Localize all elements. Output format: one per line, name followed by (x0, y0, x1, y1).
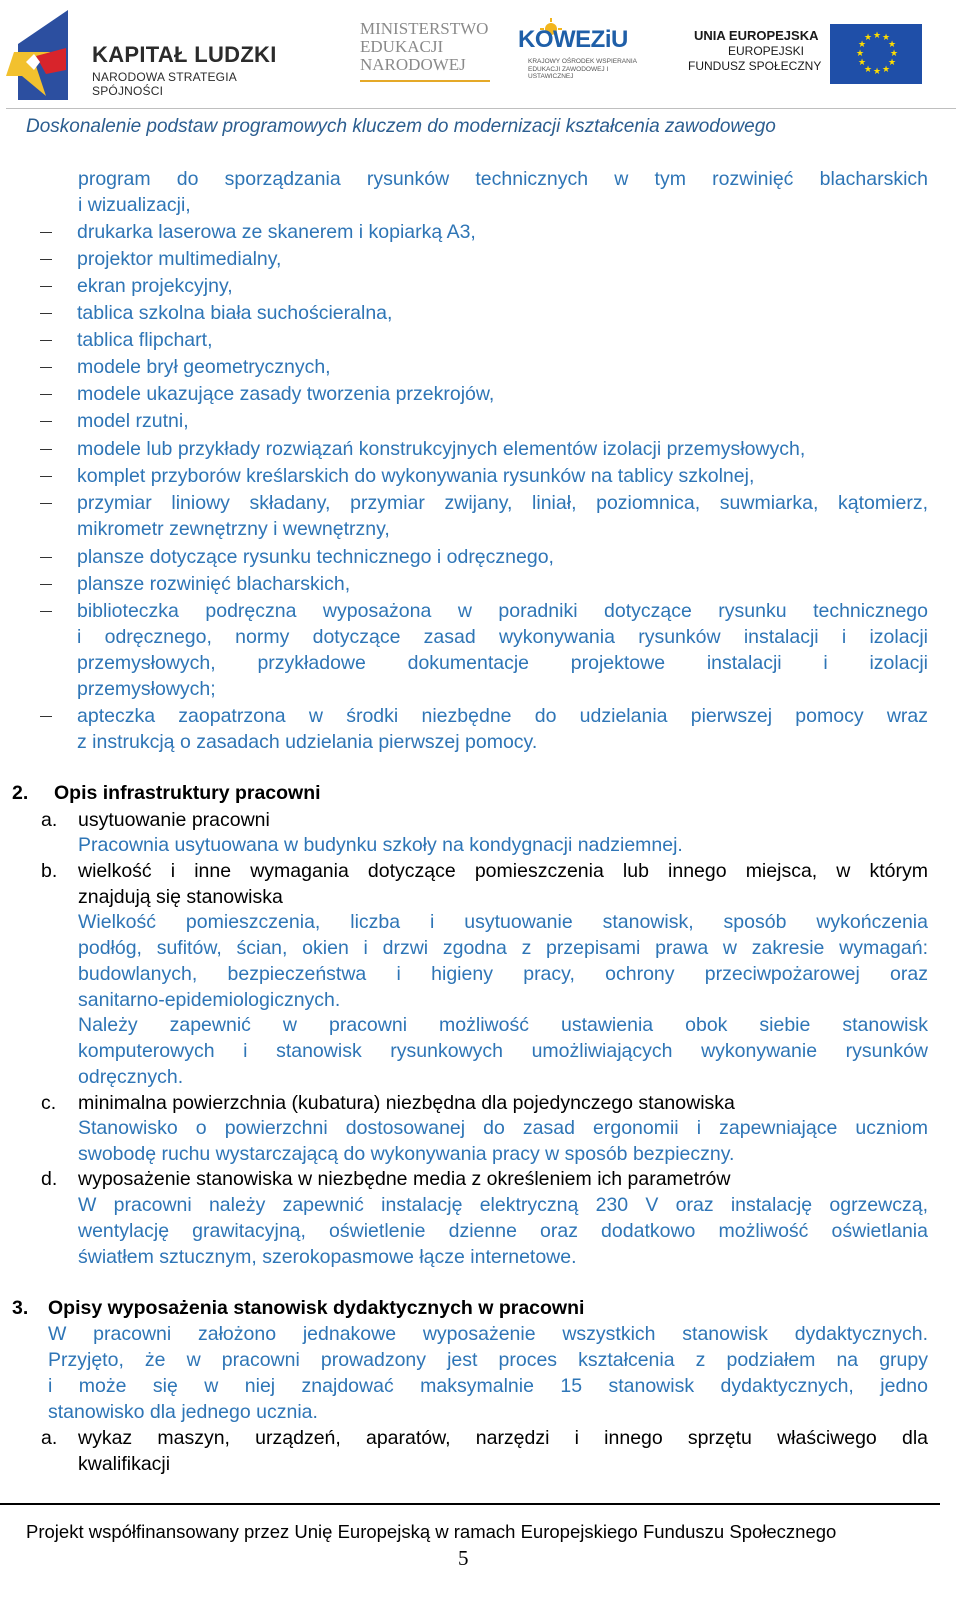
header-logos (0, 0, 960, 110)
list-item-measure-line-1: przymiar liniowy składany, przymiar zwijany, liniał, poziomnica, suwmiarka, kątomierz, (77, 492, 928, 514)
section-3a-label-line-2: kwalifikacji (78, 1453, 171, 1475)
section-2b-text-line-2: podłóg, sufitów, ścian, okien i drzwi zgodna z przepisami prawa w zakresie wymagań: (78, 937, 928, 959)
section-2c-text-line-1: Stanowisko o powierzchni dostosowanej do zasad ergonomii i zapewniające uczniom (78, 1117, 928, 1139)
svg-text:★: ★ (882, 65, 891, 75)
svg-text:★: ★ (888, 40, 897, 50)
section-2-number: 2. (12, 782, 29, 804)
footer-text: Projekt współfinansowany przez Unię Europejską w ramach Europejskiego Funduszu Społecznego (26, 1521, 837, 1542)
section-3-text-line-1: W pracowni założono jednakowe wyposażenie wszystkich stanowisk dydaktycznych. (48, 1323, 928, 1345)
section-3-text-line-3: i może się w niej znajdować maksymalnie 15 stanowisk dydaktycznych, jedno (48, 1375, 928, 1397)
eu-line-3: FUNDUSZ SPOŁECZNY (688, 59, 822, 73)
list-item: drukarka laserowa ze skanerem i kopiarką A3, (77, 221, 476, 243)
section-2c-letter: c. (41, 1092, 57, 1114)
dash-bullet (40, 584, 52, 585)
svg-text:★: ★ (858, 58, 867, 68)
section-3-title: Opisy wyposażenia stanowisk dydaktycznych w pracowni (48, 1297, 585, 1319)
section-2b-text-line-4: sanitarno-epidemiologicznych. (78, 989, 341, 1011)
section-2b-label-line-2: znajdują się stanowiska (78, 886, 283, 908)
ministerstwo-logo (360, 20, 500, 90)
list-item: plansze dotyczące rysunku technicznego i odręcznego, (77, 546, 554, 568)
section-2-title: Opis infrastruktury pracowni (54, 782, 321, 804)
section-2b-text2-line-2: komputerowych i stanowisk rysunkowych umożliwiających wykonywanie rysunków (78, 1040, 928, 1062)
section-2a-letter: a. (41, 809, 58, 831)
section-3a-label-line-1: wykaz maszyn, urządzeń, aparatów, narzędzi i innego sprzętu właściwego dla (78, 1427, 928, 1449)
page-number: 5 (458, 1546, 469, 1570)
list-item-biblio-line-1: biblioteczka podręczna wyposażona w poradniki dotyczące rysunku technicznego (77, 600, 928, 622)
kowezu-wordmark: KOWEZiU (518, 26, 628, 53)
svg-text:★: ★ (873, 31, 882, 41)
dash-bullet (40, 449, 52, 450)
section-2b-label-line-1: wielkość i inne wymagania dotyczące pomieszczenia lub innego miejsca, w którym (78, 860, 928, 882)
eu-line-1: UNIA EUROPEJSKA (694, 28, 819, 43)
men-line-2: EDUKACJI (360, 37, 444, 56)
footer-rule (0, 1503, 940, 1505)
list-item: komplet przyborów kreślarskich do wykonywania rysunków na tablicy szkolnej, (77, 465, 755, 487)
section-2d-text-line-2: wentylację grawitacyjną, oświetlenie dzienne oraz dodatkowo możliwość oświetlania (78, 1220, 928, 1242)
men-underline (360, 80, 490, 82)
dash-bullet (40, 716, 52, 717)
section-2c-label: minimalna powierzchnia (kubatura) niezbędna dla pojedynczego stanowiska (78, 1092, 735, 1114)
eu-line-2: EUROPEJSKI (728, 44, 805, 58)
section-2d-label: wyposażenie stanowiska w niezbędne media z określeniem ich parametrów (78, 1168, 731, 1190)
kapital-ludzki-logo (6, 4, 306, 104)
section-2d-text-line-3: światłem sztucznym, szerokopasmowe łącze internetowe. (78, 1246, 577, 1268)
list-item-biblio-line-4: przemysłowych; (77, 678, 216, 700)
dash-bullet (40, 421, 52, 422)
dash-bullet (40, 259, 52, 260)
dash-bullet (40, 476, 52, 477)
section-2b-text2-line-1: Należy zapewnić w pracowni możliwość ustawienia obok siebie stanowisk (78, 1014, 928, 1036)
section-3-number: 3. (12, 1297, 29, 1319)
list-item-continuation-line-2: i wizualizacji, (78, 194, 191, 216)
dash-bullet (40, 367, 52, 368)
dash-bullet (40, 286, 52, 287)
list-item-biblio-line-3: przemysłowych, przykładowe dokumentacje projektowe instalacji i izolacji (77, 652, 928, 674)
dash-bullet (40, 557, 52, 558)
svg-text:★: ★ (873, 67, 882, 77)
dash-bullet (40, 313, 52, 314)
section-2d-text-line-1: W pracowni należy zapewnić instalację elektryczną 230 V oraz instalację ogrzewczą, (78, 1194, 928, 1216)
svg-text:★: ★ (864, 65, 873, 75)
list-item: tablica szkolna biała suchościeralna, (77, 302, 393, 324)
dash-bullet (40, 340, 52, 341)
section-2c-text-line-2: swobodę ruchu wystarczającą do wykonywania pracy w sposób bezpieczny. (78, 1143, 735, 1165)
list-item-biblio-line-2: i odręcznego, normy dotyczące zasad wykonywania rysunków instalacji i izolacji (77, 626, 928, 648)
svg-text:★: ★ (882, 33, 891, 43)
men-line-1: MINISTERSTWO (360, 19, 489, 38)
svg-text:★: ★ (864, 33, 873, 43)
list-item-measure-line-2: mikrometr zewnętrzny i wewnętrzny, (77, 518, 390, 540)
svg-text:★: ★ (890, 49, 899, 59)
section-3-text-line-4: stanowisko dla jednego ucznia. (48, 1401, 318, 1423)
list-item: tablica flipchart, (77, 329, 213, 351)
svg-text:★: ★ (856, 49, 865, 59)
list-item-apteczka-line-1: apteczka zaopatrzona w środki niezbędne do udzielania pierwszej pomocy wraz (77, 705, 928, 727)
svg-text:★: ★ (888, 58, 897, 68)
dash-bullet (40, 232, 52, 233)
header-rule (6, 108, 956, 109)
dash-bullet (40, 394, 52, 395)
men-line-3: NARODOWEJ (360, 55, 466, 74)
list-item: ekran projekcyjny, (77, 275, 233, 297)
kowezu-sub-1: KRAJOWY OŚRODEK WSPIERANIA (528, 58, 637, 65)
list-item: model rzutni, (77, 410, 189, 432)
section-2b-text-line-3: budowlanych, bezpieczeństwa i higieny pracy, ochrony przeciwpożarowej oraz (78, 963, 928, 985)
kapital-ludzki-title: KAPITAŁ LUDZKI (92, 42, 277, 67)
dash-bullet (40, 503, 52, 504)
list-item-continuation-line-1: program do sporządzania rysunków technicznych w tym rozwinięć blacharskich (78, 168, 928, 190)
list-item-apteczka-line-2: z instrukcją o zasadach udzielania pierwszej pomocy. (77, 731, 538, 753)
kapital-ludzki-subtitle: NARODOWA STRATEGIA SPÓJNOŚCI (92, 70, 237, 98)
list-item: plansze rozwinięć blacharskich, (77, 573, 351, 595)
eu-flag-icon (830, 24, 922, 84)
eu-logo (688, 24, 948, 94)
kowezu-sub-2: EDUKACJI ZAWODOWEJ I USTAWICZNEJ (528, 66, 609, 80)
kowezu-logo (518, 18, 638, 88)
section-2a-label: usytuowanie pracowni (78, 809, 270, 831)
section-2d-letter: d. (41, 1168, 58, 1190)
section-2b-text2-line-3: odręcznych. (78, 1066, 184, 1088)
list-item: modele lub przykłady rozwiązań konstrukcyjnych elementów izolacji przemysłowych, (77, 438, 806, 460)
kapital-ludzki-star-icon (6, 4, 82, 104)
document-header-title: Doskonalenie podstaw programowych kluczem do modernizacji kształcenia zawodowego (26, 116, 776, 137)
section-3a-letter: a. (41, 1427, 58, 1449)
svg-text:★: ★ (858, 40, 867, 50)
section-2a-text: Pracownia usytuowana w budynku szkoły na kondygnacji nadziemnej. (78, 834, 683, 856)
dash-bullet (40, 611, 52, 612)
section-2b-letter: b. (41, 860, 58, 882)
list-item: modele ukazujące zasady tworzenia przekrojów, (77, 383, 495, 405)
section-3-text-line-2: Przyjęto, że w pracowni prowadzony jest proces kształcenia z podziałem na grupy (48, 1349, 928, 1371)
list-item: projektor multimedialny, (77, 248, 282, 270)
list-item: modele brył geometrycznych, (77, 356, 331, 378)
section-2b-text-line-1: Wielkość pomieszczenia, liczba i usytuowanie stanowisk, sposób wykończenia (78, 911, 928, 933)
